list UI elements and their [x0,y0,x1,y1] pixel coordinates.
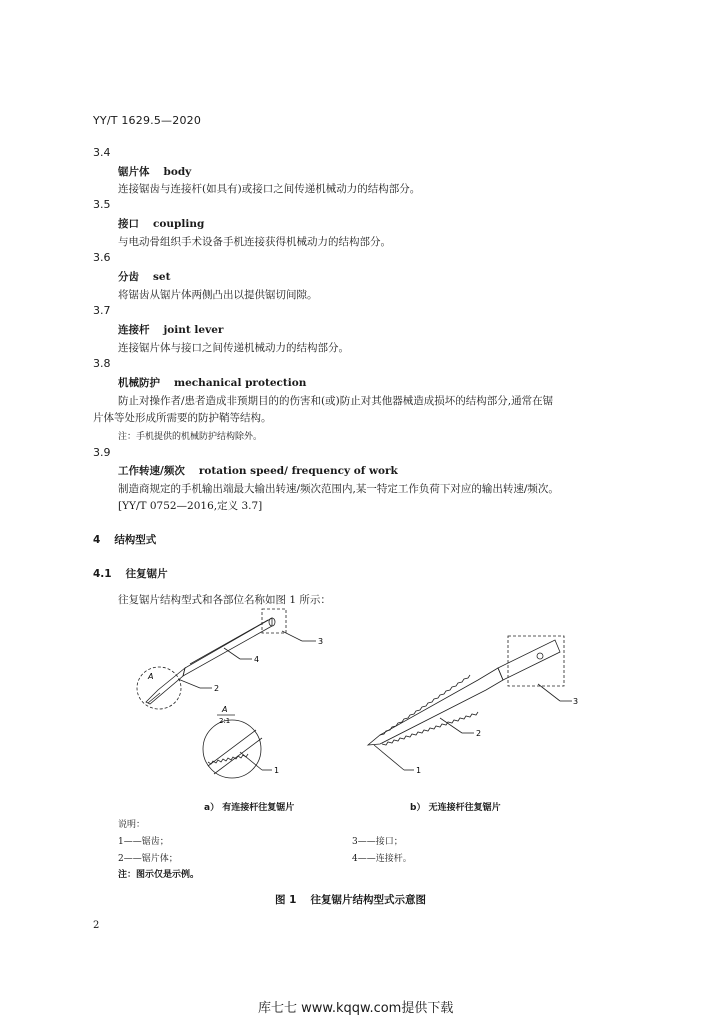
term-zh: 连接杆 [118,324,150,336]
legend-item: 2——锯片体； [118,854,178,864]
legend-item: 1——锯齿； [118,837,169,847]
detail-teeth [208,754,248,764]
detail-circle-a [137,667,181,709]
page-number: 2 [93,920,100,931]
term-number: 3.7 [93,304,111,317]
subsection-intro: 往复锯片结构型式和各部位名称如图 1 所示： [118,594,331,606]
term-number: 3.9 [93,446,111,459]
term-zh: 分齿 [118,271,139,283]
section-title: 结构型式 [114,534,157,546]
figure-title: 往复锯片结构型式示意图 [310,894,426,906]
term-en: coupling [153,218,205,230]
coupling-plate [498,640,560,680]
legend-item: 4——连接杆。 [352,854,412,864]
label-1: 1 [274,766,280,775]
subfigure-caption-b: b） 无连接杆往复锯片 [410,803,501,813]
label-2: 2 [214,684,220,693]
leader-4 [224,648,240,659]
term-definition: 防止对操作者/患者造成非预期目的的伤害和(或)防止对其他器械造成损坏的结构部分,通常在锯 [118,395,554,407]
term-definition: 与电动骨组织手术设备手机连接获得机械动力的结构部分。 [118,236,391,248]
figure-caption [275,892,426,907]
term-definition: 连接锯齿与连接杆(如具有)或接口之间传递机械动力的结构部分。 [118,183,421,195]
term-definition-cont: 片体等处形成所需要的防护鞘等结构。 [93,412,272,424]
term-definition: 将锯齿从锯片体两侧凸出以提供锯切间隙。 [118,289,318,301]
term-number: 3.4 [93,146,111,159]
legend-item: 3——接口； [352,837,403,847]
term-zh: 接口 [118,218,139,230]
joint-lever-outline [183,618,272,676]
leader-3 [282,631,302,641]
label-a: A [148,672,154,681]
term-en: rotation speed/ frequency of work [198,465,398,477]
label-detail-a: A [222,705,228,714]
coupling-hole [537,653,543,659]
blade-teeth-bottom [382,712,478,745]
standard-number: YY/T 1629.5—2020 [93,114,202,127]
leader-3r [538,684,560,701]
label-4: 4 [254,655,260,664]
detail-view-circle [203,720,261,778]
term-en: set [153,271,171,283]
saw-with-joint-lever [137,609,316,778]
term-reference: [YY/T 0752—2016,定义 3.7] [118,500,263,512]
label-3: 3 [318,637,324,646]
term-definition: 连接锯片体与接口之间传递机械动力的结构部分。 [118,342,349,354]
term-number: 3.8 [93,357,111,370]
blade-body [368,668,503,745]
term-note: 注：手机提供的机械防护结构除外。 [118,432,263,442]
leader-1r [374,745,404,770]
term-definition: 制造商规定的手机输出端最大输出转速/频次范围内,某一特定工作负荷下对应的输出转速/频次。 [118,483,559,495]
coupling-box-right [508,636,564,686]
legend-title: 说明： [118,820,146,830]
term-en: body [163,166,192,178]
term-number: 3.5 [93,198,111,211]
label-scale: 2:1 [219,717,231,725]
term-number: 3.6 [93,251,111,264]
label-3r: 3 [573,697,579,706]
subsection-title: 往复锯片 [125,568,168,580]
subfigure-caption-a: a） 有连接杆往复锯片 [204,803,295,813]
subsection-number: 4.1 [93,568,112,580]
label-1r: 1 [416,766,422,775]
legend-note: 注：图示仅是示例。 [118,870,200,880]
term-en: joint lever [163,324,224,336]
section-number: 4 [93,534,101,546]
term-en: mechanical protection [174,377,307,389]
term-zh: 机械防护 [118,377,160,389]
saw-without-joint-lever [368,636,572,770]
term-zh: 锯片体 [118,166,150,178]
term-zh: 工作转速/频次 [118,465,185,477]
label-2r: 2 [476,729,482,738]
footer-watermark[interactable]: 库七七 www.kqqw.com提供下载 [258,1001,454,1016]
figure-number: 图 1 [275,894,297,906]
